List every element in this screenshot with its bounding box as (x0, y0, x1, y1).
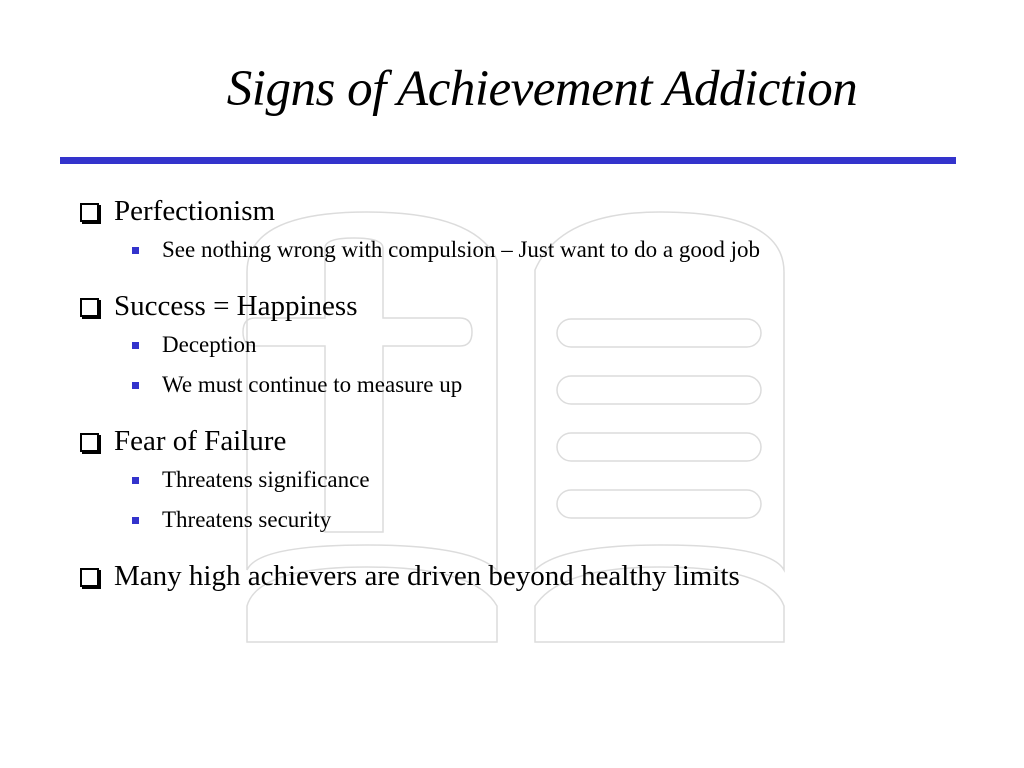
square-bullet-icon (132, 342, 139, 349)
bullet-group-fear (80, 422, 980, 540)
sub-bullet-text: Deception (162, 332, 257, 357)
square-bullet-icon (132, 247, 139, 254)
bullet-text: Many high achievers are driven beyond healthy limits (114, 559, 740, 592)
bullet-item (80, 287, 980, 325)
bullet-item (80, 422, 980, 460)
bullet-text: Perfectionism (114, 194, 276, 227)
sub-bullet-text: Threatens security (162, 507, 332, 532)
sub-bullet-item (80, 230, 980, 270)
checkbox-bullet-icon (80, 298, 99, 317)
checkbox-bullet-icon (80, 433, 99, 452)
bullet-text: Fear of Failure (114, 424, 287, 457)
bullet-item (80, 557, 980, 595)
sub-bullet-item (80, 325, 980, 365)
checkbox-bullet-icon (80, 568, 99, 587)
title-underline (60, 157, 956, 164)
bullet-list (80, 192, 980, 612)
sub-bullet-item (80, 500, 980, 540)
sub-bullet-text: We must continue to measure up (162, 372, 463, 397)
bullet-group-high-achievers (80, 557, 980, 595)
slide-title: Signs of Achievement Addiction (226, 61, 858, 117)
bullet-group-success (80, 287, 980, 405)
square-bullet-icon (132, 477, 139, 484)
bullet-text: Success = Happiness (114, 289, 358, 322)
sub-bullet-text: Threatens significance (162, 467, 370, 492)
sub-bullet-item (80, 460, 980, 500)
square-bullet-icon (132, 517, 139, 524)
sub-bullet-item (80, 365, 980, 405)
checkbox-bullet-icon (80, 203, 99, 222)
bullet-group-perfectionism (80, 192, 980, 270)
bullet-item (80, 192, 980, 230)
square-bullet-icon (132, 382, 139, 389)
sub-bullet-text: See nothing wrong with compulsion – Just want to do a good job (162, 237, 760, 262)
